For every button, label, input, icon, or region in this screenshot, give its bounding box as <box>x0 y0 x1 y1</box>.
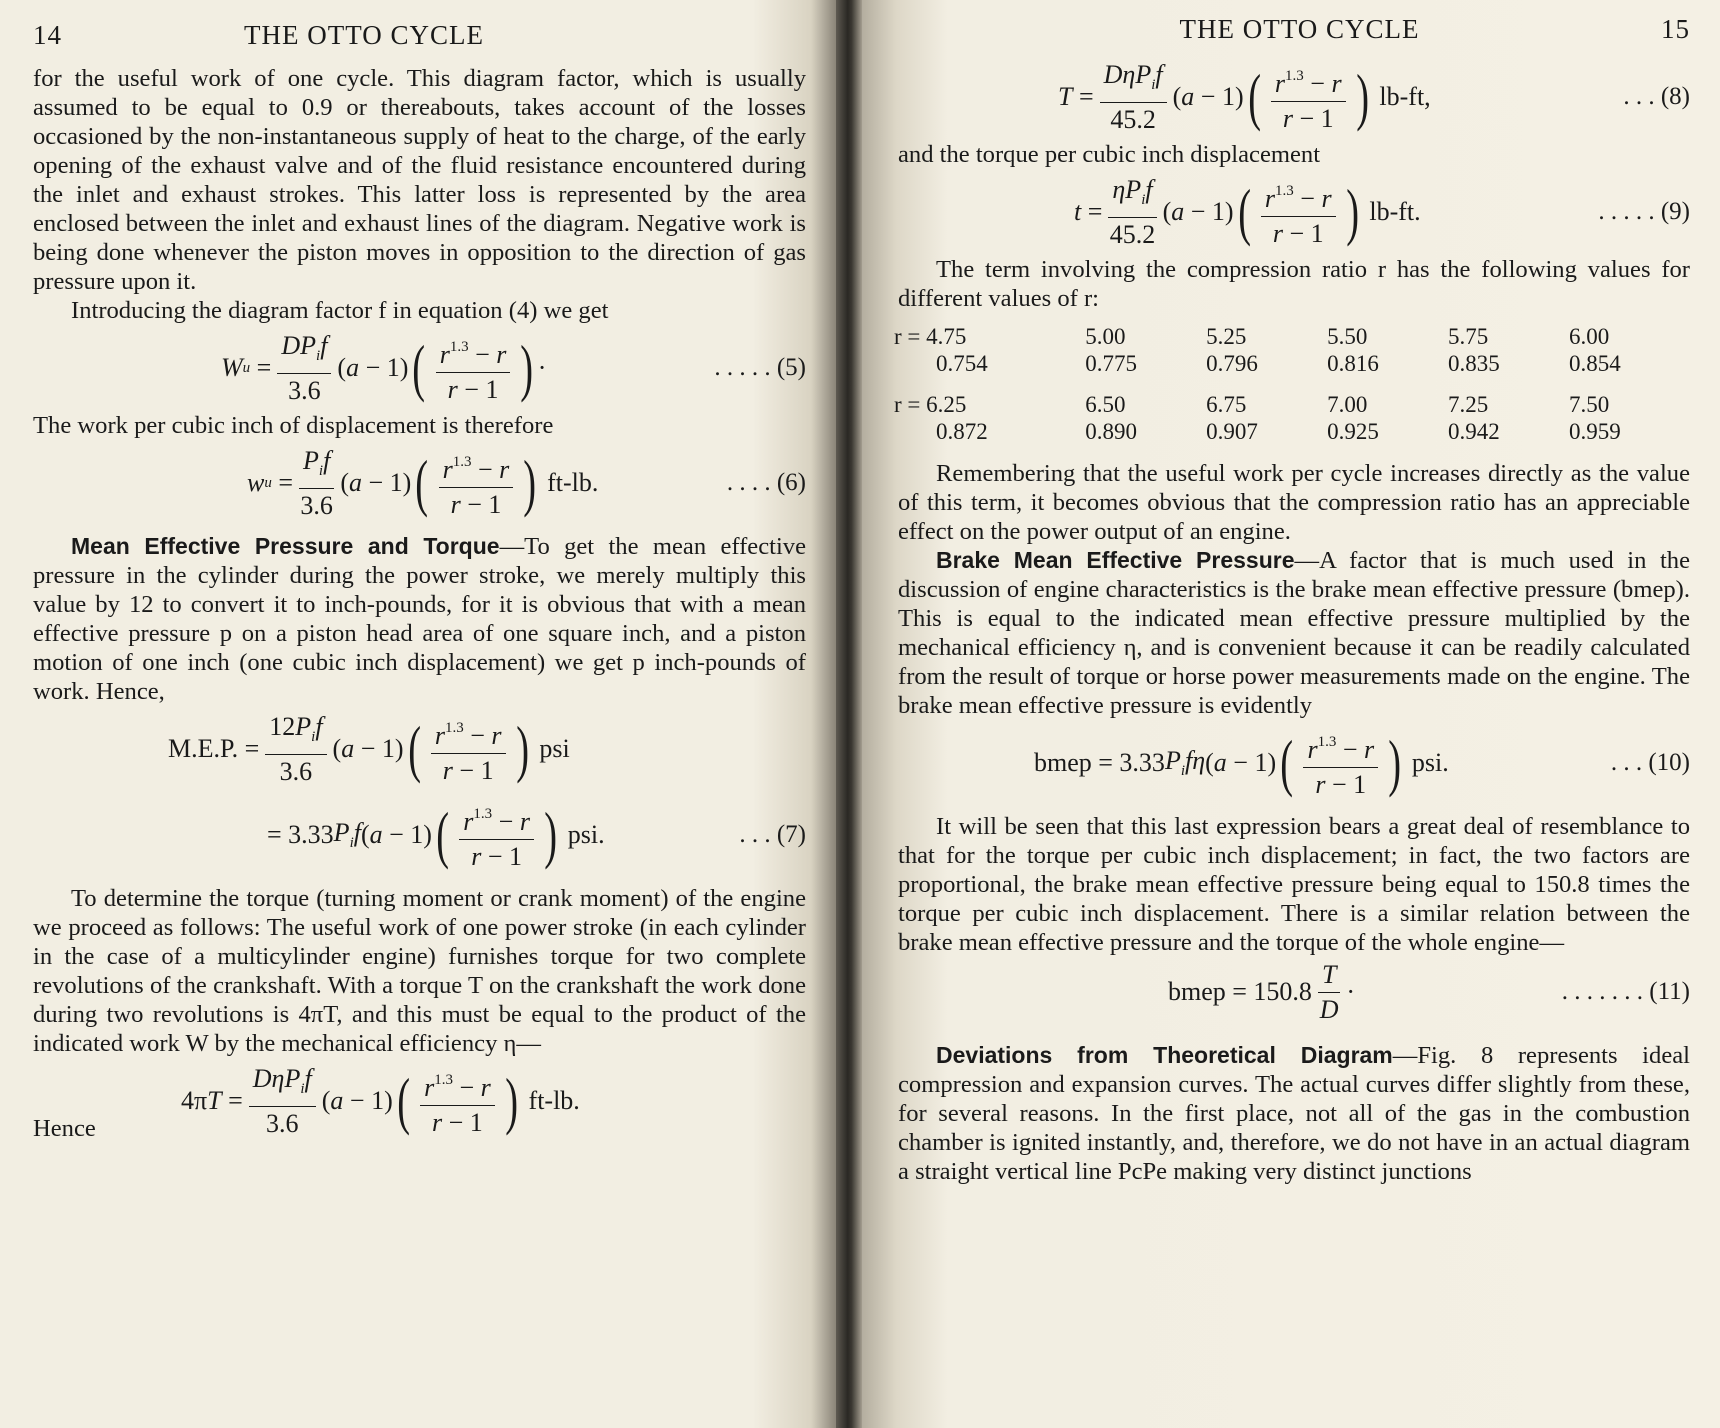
table-cell: 0.942 <box>1448 419 1500 444</box>
left-paragraph-2: Introducing the diagram factor f in equation (4) we get <box>71 297 609 324</box>
left-running-title: THE OTTO CYCLE <box>244 20 484 50</box>
heading-mep-torque: Mean Effective Pressure and Torque <box>71 533 500 559</box>
heading-deviations: Deviations from Theoretical Diagram <box>936 1042 1393 1068</box>
right-page <box>862 0 1720 1428</box>
equation-8-formula: T = $\frac{D\eta P_if}{45.2}$ ( a − 1) ( $\frac{r^{1.3} - r}{r - 1}$ ) lb-ft, <box>1058 59 1431 134</box>
table-cell: 7.25 <box>1448 392 1489 417</box>
left-hence: Hence <box>33 1115 96 1142</box>
equation-6-number: . . . . (6) <box>726 469 806 496</box>
table-cell: 7.00 <box>1327 392 1368 417</box>
right-running-head <box>898 14 1690 58</box>
right-paragraph-2: The term involving the compression ratio r has the following values for different values of r: <box>898 256 1690 312</box>
left-paragraph-3: The work per cubic inch of displacement is therefore <box>33 412 554 439</box>
right-paragraph-5: It will be seen that this last expression bears a great deal of resemblance to that for the torque per cubic inch displacement; in fact, the two factors are proportional, the brake mean effective pressure being equal to 150.8 times the torque per cubic inch displacement. There is a similar relation between the brake mean effective pressure and the torque of the whole engine— <box>898 813 1690 956</box>
table-cell: 5.00 <box>1085 324 1126 349</box>
table-cell: 0.854 <box>1568 351 1621 376</box>
table-cell: 5.25 <box>1206 324 1247 349</box>
table-cell: 6.50 <box>1085 392 1126 417</box>
equation-mep <box>33 706 806 792</box>
heading-bmep: Brake Mean Effective Pressure <box>936 547 1295 573</box>
table-row <box>894 323 1690 350</box>
equation-5 <box>33 325 806 411</box>
right-paragraph-6-text: —Fig. 8 represents ideal compression and expansion curves. The actual curves differ slightly from these, for several reasons. In the first place, not all of the gas in the combustion chamber is ignited instantly, and, therefore, we do not have in an actual diagram a straight vertical line PcPe making very distinct junctions <box>898 1042 1690 1185</box>
table-cell: 5.50 <box>1327 324 1368 349</box>
equation-5-number: . . . . . (5) <box>714 354 806 381</box>
table-cell: r = 6.25 <box>894 392 967 417</box>
equation-7 <box>33 792 806 878</box>
compression-ratio-table <box>894 323 1690 445</box>
equation-8-number: . . . (8) <box>1623 83 1690 110</box>
equation-torque <box>33 1058 806 1144</box>
table-cell: 0.775 <box>1085 351 1137 376</box>
equation-5-formula: W u = $\frac{DP_if}{3.6}$ ( a − 1) ( $\frac{r^{1.3} - r}{r - 1}$ ) · <box>221 330 547 405</box>
left-page-number: 14 <box>33 20 62 50</box>
equation-11-formula: bmep = 150.8 $\frac{T}{D}$ · <box>1168 959 1356 1024</box>
equation-11-number: . . . . . . . (11) <box>1561 978 1690 1005</box>
right-paragraph-3: Remembering that the useful work per cycle increases directly as the value of this term, it becomes obvious that the compression ratio has an appreciable effect on the power output of an engine. <box>898 460 1690 545</box>
table-row <box>894 377 1690 391</box>
table-cell: 7.50 <box>1568 392 1610 417</box>
left-paragraph-4-text: —To get the mean effective pressure in the cylinder during the power stroke, we merely multiply this value by 12 to convert it to inch-pounds, for it is obvious that with a mean effective pressure p on a piston head area of one square inch, and a piston motion of one inch (one cubic inch displacement) we get p inch-pounds of work. Hence, <box>33 533 807 705</box>
left-paragraph-1: for the useful work of one cycle. This diagram factor, which is usually assumed to be equal to 0.9 or thereabouts, takes account of the losses occasioned by the non-instantaneous supply of heat to the charge, of the early opening of the exhaust valve and of the fluid resistance encountered during the inlet and exhaust strokes. This latter loss is represented by the area enclosed between the inlet and exhaust lines of the diagram. Negative work is being done whenever the piston moves in opposition to the direction of gas pressure upon it. <box>33 65 806 295</box>
equation-9-number: . . . . . (9) <box>1598 198 1690 225</box>
table-cell: 0.925 <box>1327 419 1379 444</box>
equation-torque-formula: 4π T = $\frac{D\eta P_if}{3.6}$ ( a − 1) ( $\frac{r^{1.3} - r}{r - 1}$ ) ft-lb. <box>181 1063 580 1138</box>
table-cell: 0.872 <box>936 419 988 444</box>
equation-9 <box>898 169 1690 255</box>
equation-7-formula: = 3.33 $P_if$ ( a − 1) ( $\frac{r^{1.3} - r}{r - 1}$ ) psi. <box>267 799 605 871</box>
right-paragraph-4 <box>898 546 1690 720</box>
left-page <box>0 0 836 1428</box>
equation-9-formula: t = $\frac{\eta P_if}{45.2}$ ( a − 1) ( $\frac{r^{1.3} - r}{r - 1}$ ) lb-ft. <box>1074 174 1421 249</box>
equation-6 <box>33 440 806 526</box>
equation-8 <box>898 54 1690 140</box>
table-cell: 0.959 <box>1568 419 1621 444</box>
table-cell: 0.754 <box>936 351 988 376</box>
table-cell: 5.75 <box>1448 324 1489 349</box>
equation-6-formula: w u = $\frac{P_if}{3.6}$ ( a − 1) ( $\frac{r^{1.3} - r}{r - 1}$ ) ft-lb. <box>247 445 599 520</box>
left-paragraph-4 <box>33 532 806 706</box>
table-cell: 0.835 <box>1448 351 1500 376</box>
right-paragraph-4-text: —A factor that is much used in the discussion of engine characteristics is the brake mean effective pressure (bmep). This is equal to the indicated mean effective pressure multiplied by the mechanical efficiency η, and is convenient because it can be readily calculated from the result of torque or horse power measurements made on the engine. The brake mean effective pressure is evidently <box>898 547 1690 719</box>
equation-11 <box>898 957 1690 1027</box>
table-row <box>894 391 1690 418</box>
right-paragraph-1: and the torque per cubic inch displacement <box>898 141 1321 168</box>
table-cell: 6.00 <box>1568 324 1610 349</box>
book-gutter <box>836 0 862 1428</box>
table-cell: 0.890 <box>1085 419 1137 444</box>
left-running-head <box>33 20 806 64</box>
equation-10-number: . . . (10) <box>1610 749 1690 776</box>
table-cell: r = 4.75 <box>894 324 967 349</box>
left-paragraph-5: To determine the torque (turning moment or crank moment) of the engine we proceed as follows: The useful work of one power stroke (in each cylinder in the case of a multicylinder engine) furnishes torque for two complete revolutions of the crankshaft. With a torque T on the crankshaft the work done during two revolutions is 4πT, and this must be equal to the product of the indicated work W by the mechanical efficiency η— <box>33 885 806 1057</box>
equation-10 <box>898 720 1690 806</box>
right-running-title: THE OTTO CYCLE <box>1179 14 1420 44</box>
table-cell: 6.75 <box>1206 392 1247 417</box>
right-page-number: 15 <box>1661 14 1690 44</box>
table-row <box>894 418 1690 445</box>
equation-mep-formula: M.E.P. = $\frac{12P_if}{3.6}$ ( a − 1) ( $\frac{r^{1.3} - r}{r - 1}$ ) psi <box>168 711 570 786</box>
equation-10-formula: bmep = 3.33 $P_if\eta$ ( a − 1) ( $\frac{r^{1.3} - r}{r - 1}$ ) psi. <box>1034 727 1449 799</box>
right-paragraph-6 <box>898 1041 1690 1186</box>
equation-7-number: . . . (7) <box>739 821 806 848</box>
table-cell: 0.816 <box>1327 351 1379 376</box>
table-row <box>894 350 1690 377</box>
table-cell: 0.796 <box>1206 351 1258 376</box>
table-cell: 0.907 <box>1206 419 1258 444</box>
